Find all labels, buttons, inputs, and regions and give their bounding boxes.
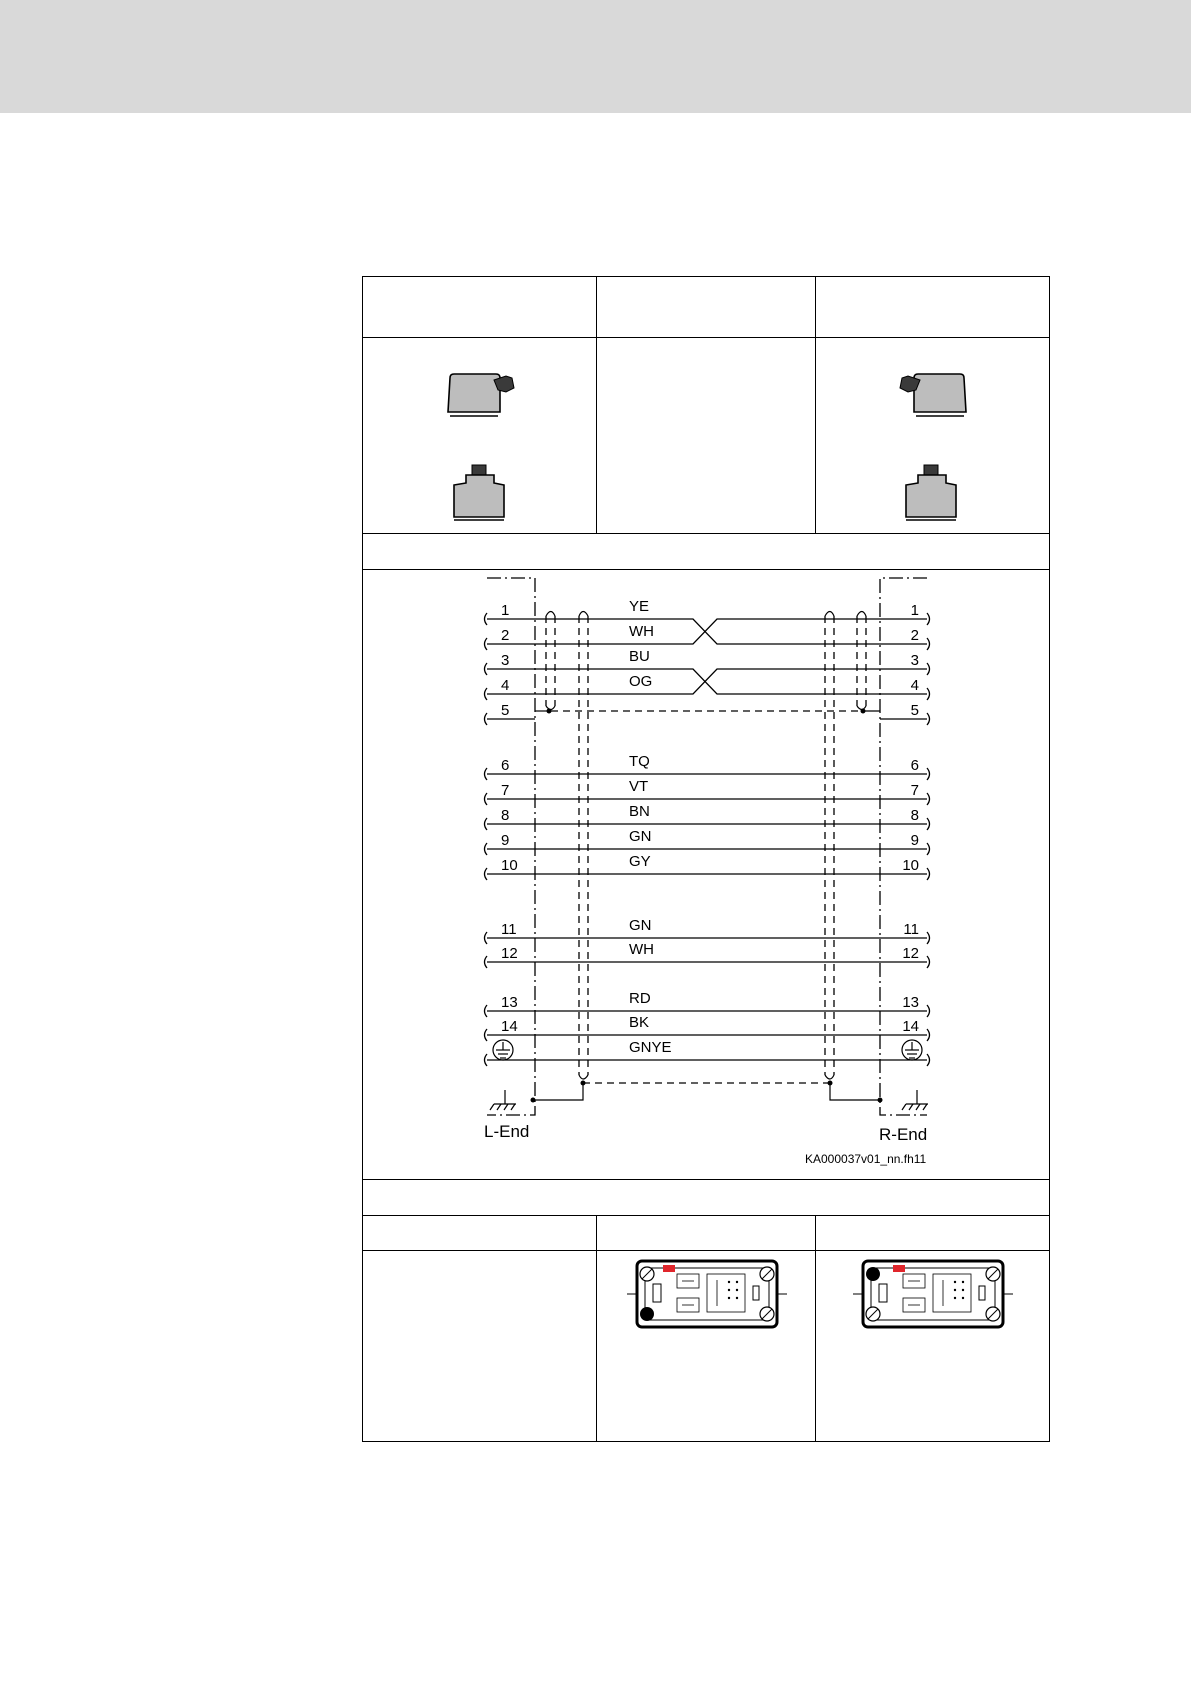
pin-number-right: 7 [910,782,919,799]
terminal-right [927,638,930,650]
terminal-right [927,1005,930,1017]
pin-number-right: 2 [910,627,919,644]
wire-color-label: WH [629,941,654,958]
ground-symbol-left-icon [490,1090,516,1110]
terminal-right [927,768,930,780]
wire-color-label: BK [629,1014,650,1031]
crossed-wire [487,619,927,644]
pin-number-left: 14 [501,1018,518,1035]
terminal-right [927,1029,930,1041]
terminal-left [485,768,488,780]
pin-number-left: 1 [501,602,510,619]
pin-number-right: 12 [902,945,919,962]
wire-color-label: VT [629,778,649,795]
terminal-left [485,613,488,625]
crossed-wire [487,619,927,644]
terminal-left [485,932,488,944]
terminal-left [485,793,488,805]
pin-number-right: 10 [902,857,919,874]
pin-number-right: 5 [910,702,919,719]
file-reference: KA000037v01_nn.fh11 [805,1152,927,1166]
terminal-left [485,818,488,830]
crossed-wire [487,669,927,694]
pin-number-left: 12 [501,945,518,962]
terminal-left [485,713,488,725]
earth-symbol-right-icon [902,1040,922,1060]
terminal-right [927,613,930,625]
pin-number-right: 4 [910,677,919,694]
pin-number-left: 11 [501,921,517,938]
pin-number-left: 13 [501,994,518,1011]
pin-number-right: 14 [902,1018,919,1035]
wire-color-label: BU [629,648,650,665]
wire-color-label: TQ [629,753,650,770]
wire-color-label: OG [629,673,653,690]
pin-number-right: 1 [910,602,919,619]
pin-number-left: 4 [501,677,510,694]
terminal-right [927,868,930,880]
terminal-right [927,956,930,968]
terminal-right [927,793,930,805]
terminal-left [485,843,488,855]
pin-number-left: 6 [501,757,510,774]
wire-color-label: YE [629,598,650,615]
wire-color-label: GY [629,853,651,870]
pin-number-right: 9 [910,832,919,849]
ground-symbol-right-icon [902,1090,928,1110]
terminal-left [485,956,488,968]
terminal-right [927,688,930,700]
terminal-right [927,1054,930,1066]
terminal-left [485,1005,488,1017]
pin-number-right: 3 [910,652,919,669]
pin-number-left: 2 [501,627,510,644]
terminal-right [927,818,930,830]
earth-symbol-left-icon [493,1040,513,1060]
wire-color-label: GNYE [629,1039,672,1056]
terminal-left [485,1029,488,1041]
wire-color-label: RD [629,990,651,1007]
pin-number-left: 9 [501,832,510,849]
terminal-right [927,663,930,675]
terminal-left [485,1054,488,1066]
terminal-right [927,713,930,725]
wire-color-label: GN [629,917,652,934]
pin-number-right: 11 [903,921,919,938]
terminal-left [485,868,488,880]
wire-color-label: BN [629,803,650,820]
pin-number-left: 8 [501,807,510,824]
left-end-label: L-End [484,1122,530,1141]
pin-number-right: 8 [910,807,919,824]
terminal-right [927,932,930,944]
wire-color-label: GN [629,828,652,845]
pin-number-left: 10 [501,857,518,874]
terminal-left [485,638,488,650]
terminal-right [927,843,930,855]
terminal-left [485,688,488,700]
right-end-label: R-End [879,1125,928,1144]
wire-color-label: WH [629,623,654,640]
pin-number-right: 13 [902,994,919,1011]
terminal-left [485,663,488,675]
pin-number-left: 5 [501,702,510,719]
crossed-wire [487,669,927,694]
pin-number-left: 7 [501,782,510,799]
pin-number-right: 6 [910,757,919,774]
pin-number-left: 3 [501,652,510,669]
